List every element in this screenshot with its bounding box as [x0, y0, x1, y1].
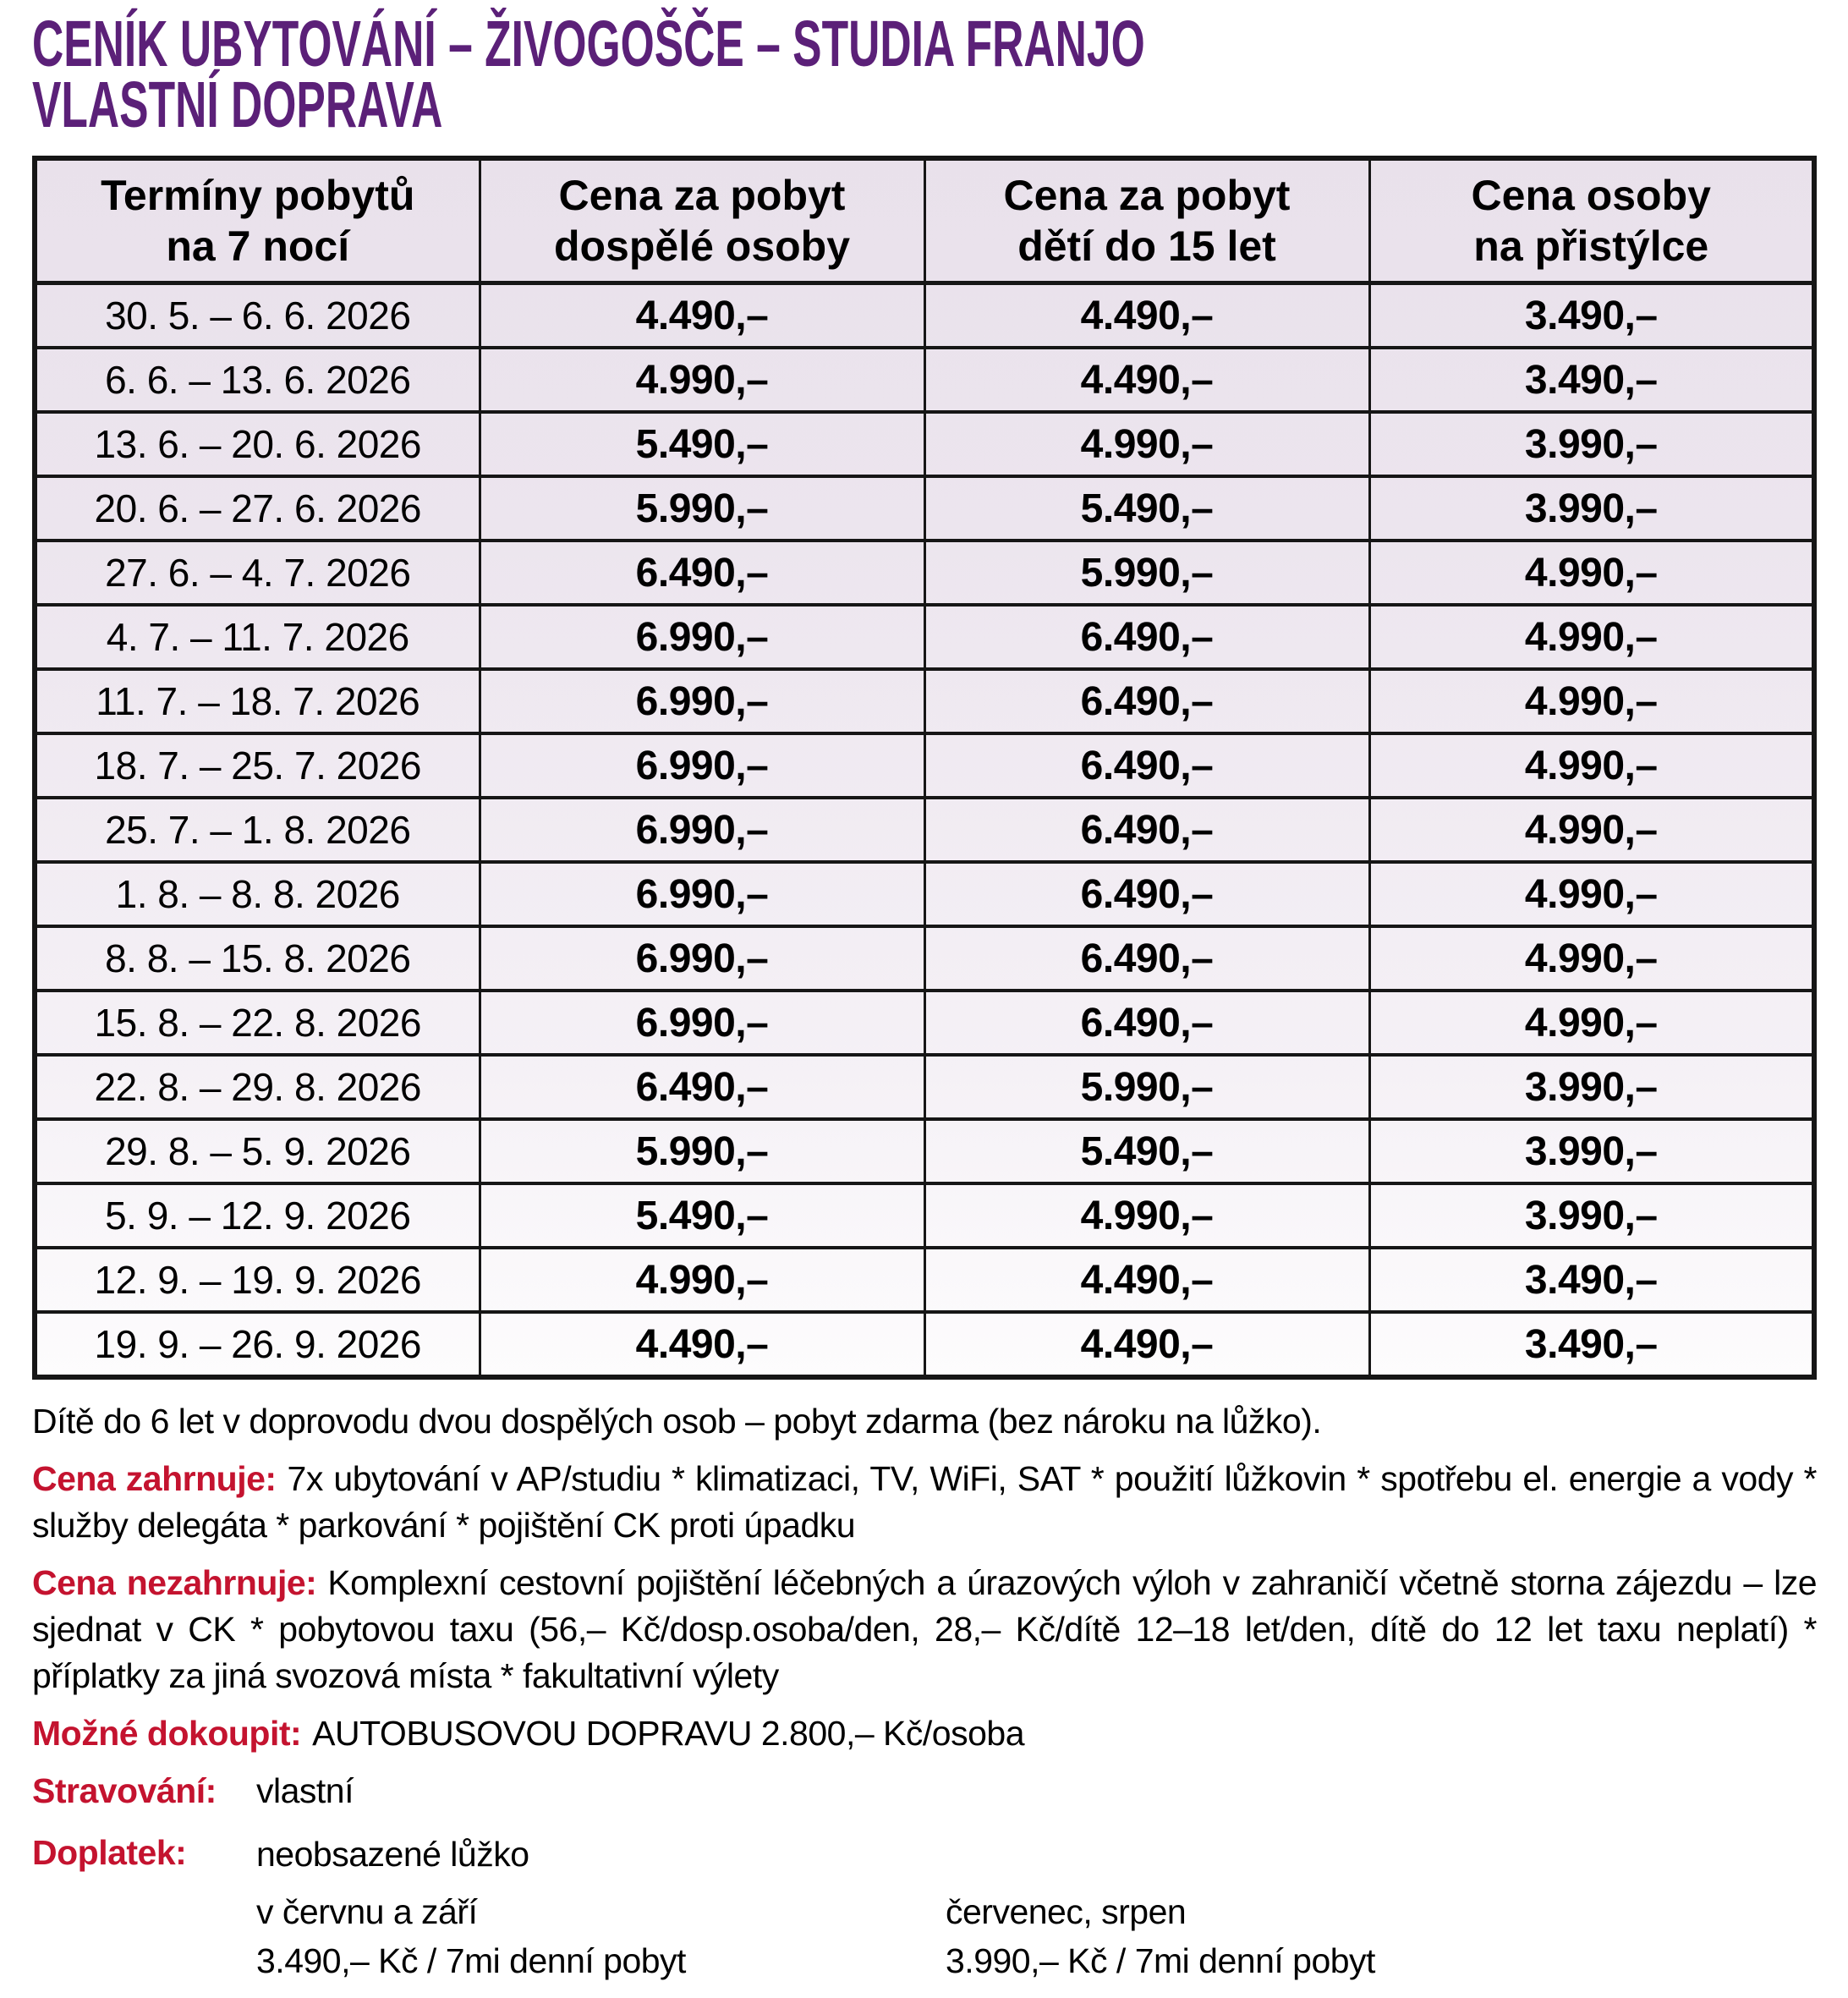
- date-cell: 4. 7. – 11. 7. 2026: [35, 605, 480, 669]
- price-adult-cell: 5.490,–: [480, 1183, 924, 1248]
- price-extra-bed-cell: 3.990,–: [1369, 412, 1814, 476]
- price-child-cell: 6.490,–: [924, 798, 1369, 862]
- notes-section: [32, 1398, 1817, 1985]
- price-extra-bed-cell: 4.990,–: [1369, 926, 1814, 991]
- title-line-2: VLASTNÍ DOPRAVA: [32, 69, 443, 141]
- header-dates-line1: Termíny pobytů: [101, 172, 415, 219]
- note-addon: [32, 1710, 1817, 1757]
- header-dates: [35, 158, 480, 283]
- header-price-child-line1: Cena za pobyt: [1003, 172, 1291, 219]
- surcharge-column-july-august: [946, 1887, 1375, 1985]
- price-child-cell: 5.490,–: [924, 1119, 1369, 1183]
- header-price-extra-bed-line1: Cena osoby: [1471, 172, 1711, 219]
- price-adult-cell: 4.990,–: [480, 1248, 924, 1312]
- price-child-cell: 4.490,–: [924, 348, 1369, 412]
- table-row: [35, 1312, 1814, 1377]
- price-adult-cell: 5.490,–: [480, 412, 924, 476]
- header-price-child: [924, 158, 1369, 283]
- surcharge-columns: [256, 1887, 1375, 1985]
- page-title: [32, 8, 1228, 141]
- surcharge-period-june-september: v červnu a září: [256, 1892, 478, 1931]
- table-row: [35, 348, 1814, 412]
- table-row: [35, 412, 1814, 476]
- price-adult-cell: 4.490,–: [480, 283, 924, 349]
- price-adult-cell: 6.990,–: [480, 605, 924, 669]
- excludes-text: Komplexní cestovní pojištění léčebných a úrazových výloh v zahraničí včetně storna zájezdu – lze sjednat v CK * pobytovou taxu (56,– Kč/dosp.osoba/den, 28,– Kč/dítě 12–18 let/den, dítě do 12 let taxu neplatí) * příplatky za jiná svozová místa * fakultativní výlety: [32, 1563, 1818, 1695]
- price-adult-cell: 6.490,–: [480, 1055, 924, 1119]
- surcharge-item: neobsazené lůžko: [256, 1835, 529, 1874]
- header-dates-line2: na 7 nocí: [166, 222, 350, 270]
- surcharge-label: Doplatek:: [32, 1833, 187, 1872]
- surcharge-column-june-september: [256, 1887, 946, 1985]
- header-price-extra-bed: [1369, 158, 1814, 283]
- table-row: [35, 1119, 1814, 1183]
- addon-label: Možné dokoupit:: [32, 1714, 302, 1753]
- table-row: [35, 1183, 1814, 1248]
- date-cell: 6. 6. – 13. 6. 2026: [35, 348, 480, 412]
- price-child-cell: 6.490,–: [924, 733, 1369, 798]
- price-extra-bed-cell: 3.490,–: [1369, 1248, 1814, 1312]
- date-cell: 29. 8. – 5. 9. 2026: [35, 1119, 480, 1183]
- table-row: [35, 541, 1814, 605]
- date-cell: 11. 7. – 18. 7. 2026: [35, 669, 480, 733]
- header-price-extra-bed-line2: na přistýlce: [1473, 222, 1709, 270]
- price-child-cell: 6.490,–: [924, 926, 1369, 991]
- price-adult-cell: 4.490,–: [480, 1312, 924, 1377]
- header-row: [35, 158, 1814, 283]
- price-child-cell: 5.990,–: [924, 541, 1369, 605]
- price-child-cell: 4.490,–: [924, 283, 1369, 349]
- price-table-body: [35, 283, 1814, 1378]
- price-extra-bed-cell: 3.490,–: [1369, 283, 1814, 349]
- price-adult-cell: 6.990,–: [480, 669, 924, 733]
- table-row: [35, 283, 1814, 349]
- header-price-adult-line1: Cena za pobyt: [558, 172, 846, 219]
- price-extra-bed-cell: 3.490,–: [1369, 348, 1814, 412]
- price-extra-bed-cell: 4.990,–: [1369, 669, 1814, 733]
- table-row: [35, 605, 1814, 669]
- price-table: [32, 156, 1817, 1380]
- surcharge-period-july-august: červenec, srpen: [946, 1892, 1187, 1931]
- note-child-free: Dítě do 6 let v doprovodu dvou dospělých osob – pobyt zdarma (bez nároku na lůžko).: [32, 1402, 1322, 1441]
- price-child-cell: 6.490,–: [924, 991, 1369, 1055]
- price-adult-cell: 6.990,–: [480, 926, 924, 991]
- price-adult-cell: 4.990,–: [480, 348, 924, 412]
- price-table-head: [35, 158, 1814, 283]
- price-child-cell: 6.490,–: [924, 605, 1369, 669]
- header-price-child-line2: dětí do 15 let: [1017, 222, 1276, 270]
- price-extra-bed-cell: 3.490,–: [1369, 1312, 1814, 1377]
- excludes-label: Cena nezahrnuje:: [32, 1563, 317, 1602]
- table-row: [35, 1248, 1814, 1312]
- table-row: [35, 1055, 1814, 1119]
- surcharge-body: [256, 1830, 1375, 1985]
- price-child-cell: 6.490,–: [924, 862, 1369, 926]
- price-child-cell: 5.990,–: [924, 1055, 1369, 1119]
- price-adult-cell: 5.990,–: [480, 1119, 924, 1183]
- note-excludes: [32, 1560, 1817, 1699]
- table-row: [35, 926, 1814, 991]
- table-row: [35, 476, 1814, 541]
- date-cell: 13. 6. – 20. 6. 2026: [35, 412, 480, 476]
- addon-text: AUTOBUSOVOU DOPRAVU 2.800,– Kč/osoba: [312, 1714, 1024, 1753]
- note-includes: [32, 1456, 1817, 1549]
- price-adult-cell: 6.990,–: [480, 798, 924, 862]
- price-child-cell: 6.490,–: [924, 669, 1369, 733]
- surcharge-price-june-september: 3.490,– Kč / 7mi denní pobyt: [256, 1941, 686, 1980]
- table-row: [35, 669, 1814, 733]
- note-meals: [32, 1768, 1817, 1814]
- price-extra-bed-cell: 3.990,–: [1369, 1055, 1814, 1119]
- table-row: [35, 798, 1814, 862]
- price-extra-bed-cell: 3.990,–: [1369, 476, 1814, 541]
- price-adult-cell: 6.990,–: [480, 733, 924, 798]
- price-extra-bed-cell: 3.990,–: [1369, 1119, 1814, 1183]
- includes-label: Cena zahrnuje:: [32, 1459, 277, 1498]
- price-extra-bed-cell: 4.990,–: [1369, 991, 1814, 1055]
- header-price-adult: [480, 158, 924, 283]
- price-extra-bed-cell: 3.990,–: [1369, 1183, 1814, 1248]
- table-row: [35, 991, 1814, 1055]
- meals-label: Stravování:: [32, 1771, 217, 1810]
- date-cell: 22. 8. – 29. 8. 2026: [35, 1055, 480, 1119]
- title-line-1: CENÍK UBYTOVÁNÍ – ŽIVOGOŠČE – STUDIA FRANJO: [32, 8, 1145, 80]
- price-child-cell: 4.490,–: [924, 1312, 1369, 1377]
- date-cell: 12. 9. – 19. 9. 2026: [35, 1248, 480, 1312]
- date-cell: 18. 7. – 25. 7. 2026: [35, 733, 480, 798]
- date-cell: 25. 7. – 1. 8. 2026: [35, 798, 480, 862]
- header-price-adult-line2: dospělé osoby: [553, 222, 851, 270]
- date-cell: 30. 5. – 6. 6. 2026: [35, 283, 480, 349]
- date-cell: 27. 6. – 4. 7. 2026: [35, 541, 480, 605]
- price-extra-bed-cell: 4.990,–: [1369, 733, 1814, 798]
- includes-text: 7x ubytování v AP/studiu * klimatizaci, TV, WiFi, SAT * použití lůžkovin * spotřebu el. energie a vody * služby delegáta * parkování * pojištění CK proti úpadku: [32, 1459, 1817, 1545]
- price-extra-bed-cell: 4.990,–: [1369, 862, 1814, 926]
- price-child-cell: 4.990,–: [924, 412, 1369, 476]
- price-extra-bed-cell: 4.990,–: [1369, 798, 1814, 862]
- price-adult-cell: 5.990,–: [480, 476, 924, 541]
- date-cell: 1. 8. – 8. 8. 2026: [35, 862, 480, 926]
- price-extra-bed-cell: 4.990,–: [1369, 541, 1814, 605]
- date-cell: 8. 8. – 15. 8. 2026: [35, 926, 480, 991]
- price-extra-bed-cell: 4.990,–: [1369, 605, 1814, 669]
- price-adult-cell: 6.990,–: [480, 991, 924, 1055]
- date-cell: 19. 9. – 26. 9. 2026: [35, 1312, 480, 1377]
- table-row: [35, 733, 1814, 798]
- price-child-cell: 4.490,–: [924, 1248, 1369, 1312]
- date-cell: 15. 8. – 22. 8. 2026: [35, 991, 480, 1055]
- price-adult-cell: 6.990,–: [480, 862, 924, 926]
- note-surcharge: [32, 1830, 1817, 1985]
- price-child-cell: 5.490,–: [924, 476, 1369, 541]
- date-cell: 5. 9. – 12. 9. 2026: [35, 1183, 480, 1248]
- table-row: [35, 862, 1814, 926]
- date-cell: 20. 6. – 27. 6. 2026: [35, 476, 480, 541]
- surcharge-price-july-august: 3.990,– Kč / 7mi denní pobyt: [946, 1941, 1375, 1980]
- price-adult-cell: 6.490,–: [480, 541, 924, 605]
- meals-text: vlastní: [256, 1771, 354, 1810]
- price-child-cell: 4.990,–: [924, 1183, 1369, 1248]
